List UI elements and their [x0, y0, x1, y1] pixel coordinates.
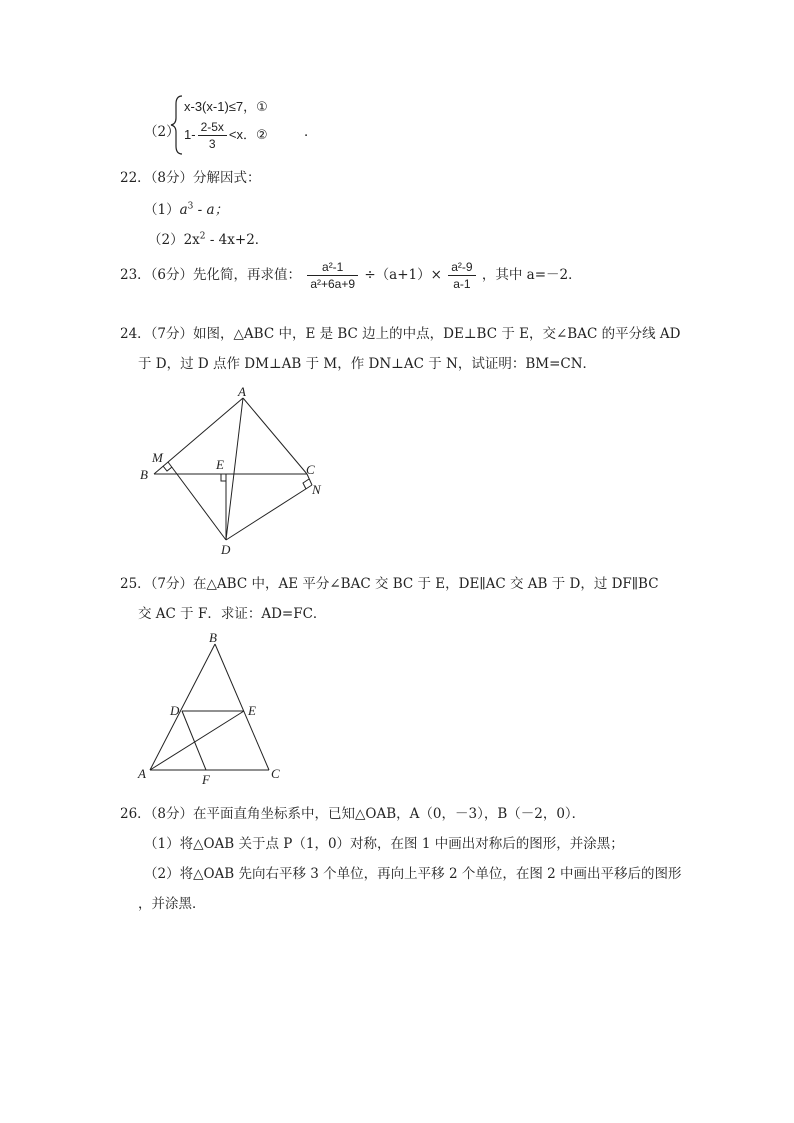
- q24-seg-AC: [243, 398, 307, 474]
- q24-line-1: 24．（7分）如图，△ABC 中，E 是 BC 边上的中点，DE⊥BC 于 E，交∠BAC 的平分线 AD: [120, 326, 681, 342]
- ineq2-lead: 1-: [184, 126, 196, 142]
- q25-label-D: D: [170, 703, 180, 718]
- q23-fraction-1: $\frac{\text{a²-1}}{\text{a²+6a+9}}$: [307, 260, 358, 291]
- q25-label-C: C: [271, 766, 280, 781]
- q22-part2: $(2)2x^2 - 4x+2$．: [148, 231, 269, 248]
- q24-line-2: 于 D，过 D 点作 DM⊥AB 于 M，作 DN⊥AC 于 N，试证明：BM=CN．: [138, 356, 597, 372]
- q25-seg-AE: [150, 711, 244, 770]
- q24-right-angle-M: [163, 466, 172, 471]
- q25-label-A: A: [138, 766, 146, 781]
- q25-line-2: 交 AC 于 F．求证：AD=FC．: [138, 606, 327, 622]
- q21-inequality-1: x-3(x-1)≤7，①: [184, 99, 268, 114]
- q24-figure: [130, 382, 330, 562]
- q26-line-1: 26．（8分）在平面直角坐标系中，已知△OAB，A（0，－3），B（－2，0）．: [120, 806, 586, 822]
- ineq2-fraction: $\frac{2-5x}{3}$: [198, 120, 227, 151]
- q26-line-2: （1）将△OAB 关于点 P（1，0）对称，在图 1 中画出对称后的图形，并涂黑；: [144, 836, 624, 852]
- q25-line-1: 25．（7分）在△ABC 中，AE 平分∠BAC 交 BC 于 E，DE∥AC 交 AB 于 D，过 DF∥BC: [120, 576, 659, 592]
- system-brace: [170, 94, 184, 156]
- q25-label-E: E: [248, 703, 256, 718]
- q22-header: 22．（8分）分解因式：: [120, 170, 261, 186]
- q23-middle: ÷（a+1）×: [364, 267, 442, 283]
- q25-seg-AB: [150, 644, 215, 770]
- q22-part1: $(1)a^3$ - a；: [144, 201, 229, 218]
- q23-fraction-2: $\frac{\text{a²-9}}{a-1}$: [448, 260, 475, 291]
- q24-label-E: E: [216, 457, 224, 472]
- q25-label-F: F: [202, 772, 210, 787]
- q24-label-B: B: [140, 467, 148, 482]
- q24-seg-AB: [154, 398, 243, 474]
- q21-end-period: ．: [304, 124, 318, 140]
- q25-label-B: B: [209, 632, 217, 645]
- q23-line: [120, 260, 582, 291]
- q23-header: 23．（6分）先化简，再求值：: [120, 267, 302, 283]
- q24-label-C: C: [306, 462, 315, 477]
- q21-inequality-2: [184, 120, 268, 151]
- q24-label-D: D: [221, 542, 231, 557]
- q24-label-N: N: [312, 482, 321, 497]
- q24-seg-DN: [226, 485, 312, 540]
- q26-line-3: （2）将△OAB 先向右平移 3 个单位，再向上平移 2 个单位，在图 2 中画出平移后的图形: [144, 866, 682, 882]
- q24-label-M: M: [152, 450, 163, 465]
- q26-line-4: ，并涂黑．: [138, 896, 206, 912]
- q25-figure: [130, 632, 300, 788]
- q21-part2-label: （2）: [144, 124, 180, 140]
- q24-seg-AD: [226, 398, 243, 540]
- ineq2-tail: <x．②: [228, 126, 268, 142]
- q23-tail: ，其中 a=－2．: [481, 267, 582, 283]
- q24-right-angle-E: [221, 474, 226, 481]
- q25-seg-BC: [215, 644, 269, 770]
- q24-label-A: A: [238, 384, 246, 399]
- q25-seg-DF: [182, 711, 206, 770]
